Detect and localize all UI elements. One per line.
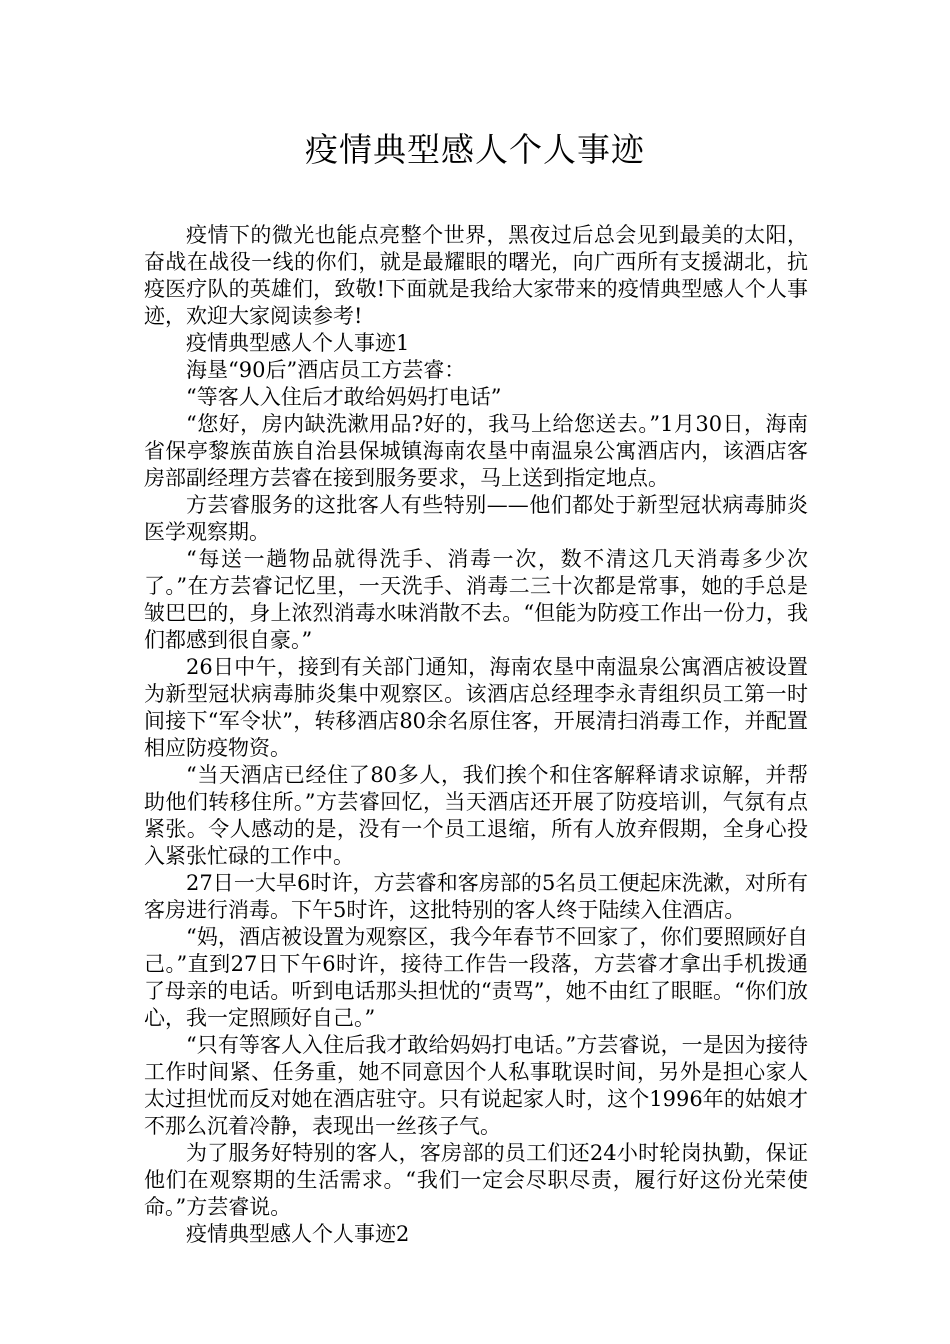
- body-paragraph: “您好，房内缺洗漱用品?好的，我马上给您送去。”1月30日，海南省保亭黎族苗族自治县保城镇海南农垦中南温泉公寓酒店内，该酒店客房部副经理方芸睿在接到服务要求，马上送到指定地点。: [144, 412, 808, 490]
- body-paragraph: 27日一大早6时许，方芸睿和客房部的5名员工便起床洗漱，对所有客房进行消毒。下午5时许，这批特别的客人终于陆续入住酒店。: [144, 871, 808, 922]
- body-paragraph: “妈，酒店被设置为观察区，我今年春节不回家了，你们要照顾好自己。”直到27日下午6时许，接待工作告一段落，方芸睿才拿出手机拨通了母亲的电话。听到电话那头担忧的“责骂”，她不由红了眼眶。“你们放心，我一定照顾好自己。”: [144, 925, 808, 1030]
- story-headline: “等客人入住后才敢给妈妈打电话”: [186, 385, 502, 409]
- body-paragraph: “每送一趟物品就得洗手、消毒一次，数不清这几天消毒多少次了。”在方芸睿记忆里，一天洗手、消毒二三十次都是常事，她的手总是皱巴巴的，身上浓烈消毒水味消散不去。“但能为防疫工作出一份力，我们都感到很自豪。”: [144, 547, 808, 652]
- document-body: [144, 222, 808, 1248]
- body-paragraph: 为了服务好特别的客人，客房部的员工们还24小时轮岗执勤，保证他们在观察期的生活需求。“我们一定会尽职尽责，履行好这份光荣使命。”方芸睿说。: [144, 1141, 808, 1219]
- story-subtitle: 海垦“90后”酒店员工方芸睿：: [186, 358, 466, 382]
- body-paragraph: 26日中午，接到有关部门通知，海南农垦中南温泉公寓酒店被设置为新型冠状病毒肺炎集中观察区。该酒店总经理李永青组织员工第一时间接下“军令状”，转移酒店80余名原住客，开展清扫消毒工作，并配置相应防疫物资。: [144, 655, 808, 760]
- intro-paragraph: 疫情下的微光也能点亮整个世界，黑夜过后总会见到最美的太阳，奋战在战役一线的你们，就是最耀眼的曙光，向广西所有支援湖北，抗疫医疗队的英雄们，致敬!下面就是我给大家带来的疫情典型感人个人事迹，欢迎大家阅读参考!: [144, 223, 808, 328]
- section-heading-2: 疫情典型感人个人事迹2: [186, 1222, 410, 1246]
- body-paragraph: 方芸睿服务的这批客人有些特别——他们都处于新型冠状病毒肺炎医学观察期。: [144, 493, 808, 544]
- body-paragraph: “当天酒店已经住了80多人，我们挨个和住客解释请求谅解，并帮助他们转移住所。”方芸睿回忆，当天酒店还开展了防疫培训，气氛有点紧张。令人感动的是，没有一个员工退缩，所有人放弃假期，全身心投入紧张忙碌的工作中。: [144, 763, 808, 868]
- section-heading-1: 疫情典型感人个人事迹1: [186, 331, 410, 355]
- body-paragraph: “只有等客人入住后我才敢给妈妈打电话。”方芸睿说，一是因为接待工作时间紧、任务重，她不同意因个人私事耽误时间，另外是担心家人太过担忧而反对她在酒店驻守。只有说起家人时，这个1996年的姑娘才不那么沉着冷静，表现出一丝孩子气。: [144, 1033, 808, 1138]
- document-title: 疫情典型感人个人事迹: [305, 130, 645, 169]
